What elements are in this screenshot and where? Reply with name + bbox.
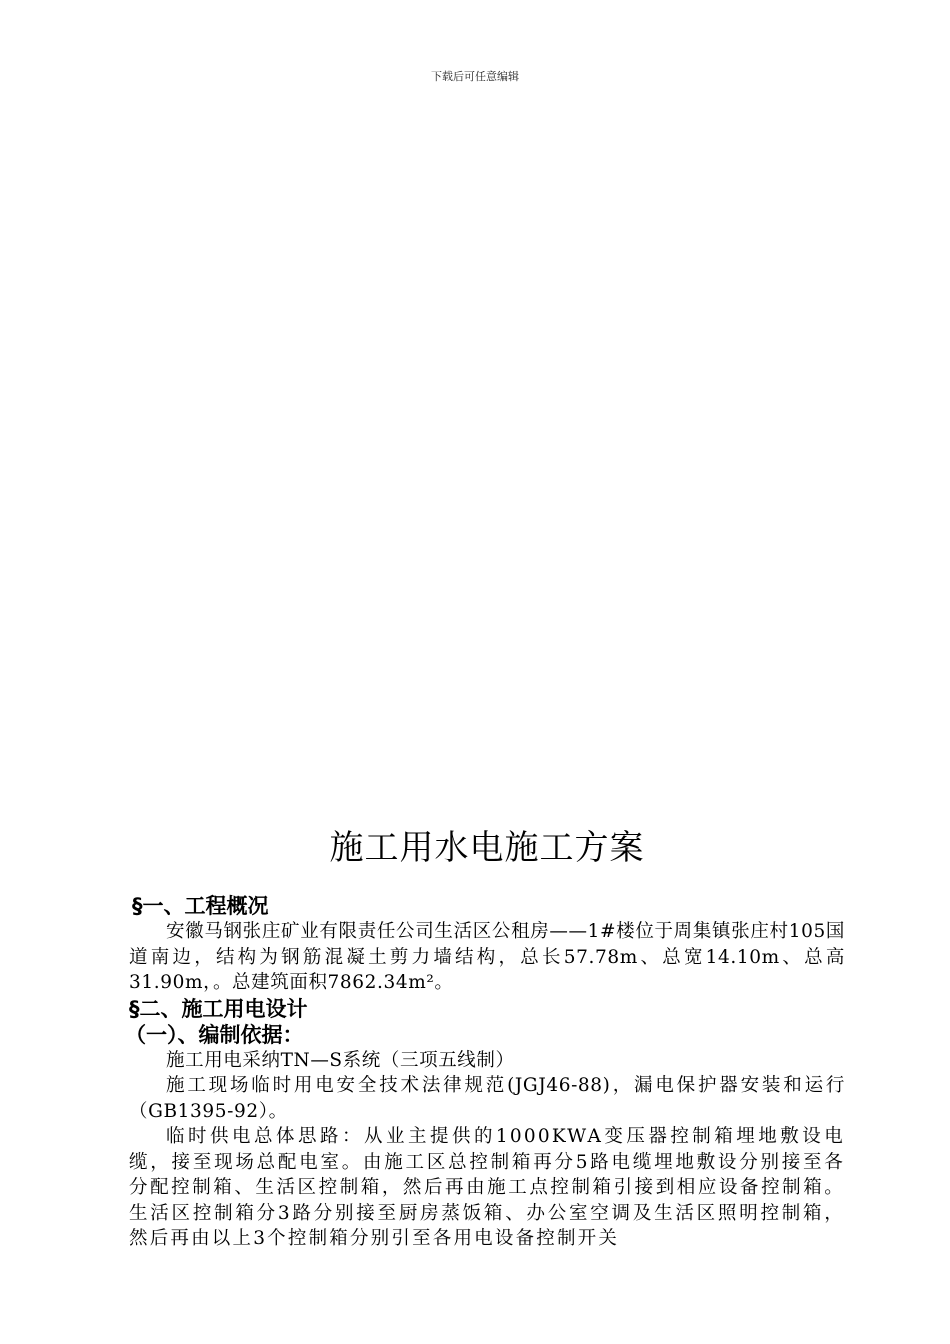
paragraph-supply-plan: 临时供电总体思路：从业主提供的1000KWA变压器控制箱埋地敷设电缆，接至现场总配电室。由施工区总控制箱再分5路电缆埋地敷设分别接至各分配控制箱、生活区控制箱，然后再由施工点控制箱引接到相应设备控制箱。生活区控制箱分3路分别接至厨房蒸饭箱、办公室空调及生活区照明控制箱，然后再由以上3个控制箱分别引至各用电设备控制开关 [129,1126,845,1249]
paragraph-standards: 施工现场临时用电安全技术法律规范(JGJ46-88)，漏电保护器安装和运行（GB1395-92）。 [129,1075,845,1122]
sub-heading-basis: （一）、编制依据： [125,1022,304,1047]
document-title: 施工用水电施工方案 [329,828,645,868]
paragraph-tn-s-system: 施工用电采纳TN—S系统（三项五线制） [166,1049,515,1071]
paragraph-overview: 安徽马钢张庄矿业有限责任公司生活区公租房——1#楼位于周集镇张庄村105国道南边，结构为钢筋混凝土剪力墙结构，总长57.78m、总宽14.10m、总高31.90m，。总建筑面积7862.34m²。 [129,921,845,993]
document-body [125,893,845,1252]
section-heading-power-design: §二、施工用电设计 [129,996,308,1021]
section-heading-overview: §一、工程概况 [132,894,269,918]
page-header-note: 下载后可任意编辑 [431,70,519,83]
